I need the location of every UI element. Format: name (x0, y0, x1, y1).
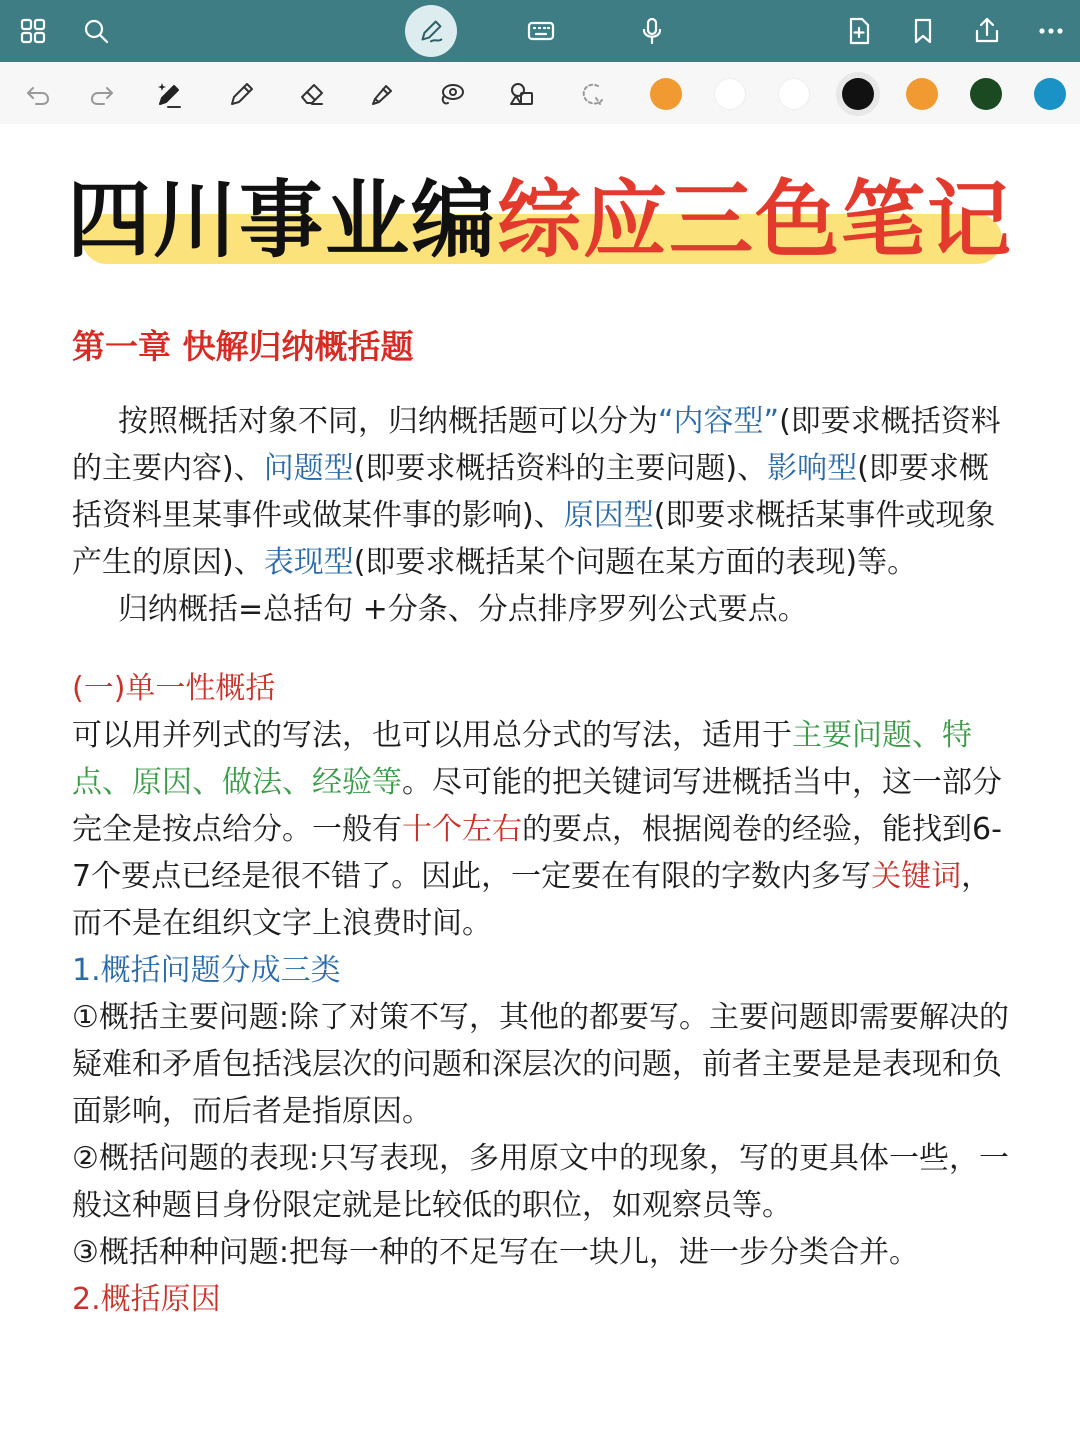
bookmark-icon[interactable] (902, 10, 944, 52)
section1-text-1: 可以用并列式的写法，也可以用总分式的写法，适用于 (72, 718, 792, 753)
title-part1: 四川事业编 (66, 170, 497, 269)
section1-keywords-green: 主要问题、特点、原因、做法、经验等 (72, 718, 972, 800)
color-swatch-orange-2[interactable] (906, 78, 938, 110)
keyboard-icon[interactable] (520, 10, 562, 52)
list-item-various-problems: ③概括种种问题:把每一种的不足写在一块儿，进一步分类合并。 (72, 1235, 920, 1270)
color-swatch-black[interactable] (842, 78, 874, 110)
keyword-manifestation-type: 表现型 (263, 545, 354, 580)
selection-icon[interactable] (572, 74, 612, 114)
intro-text-2: (即要求概括资料的主要内容)、 (72, 404, 1001, 486)
pen-icon (416, 16, 446, 46)
shapes-icon[interactable] (502, 74, 542, 114)
pen-mode-button[interactable] (405, 5, 457, 57)
grid-icon[interactable] (12, 10, 54, 52)
list-item-main-problems: ①概括主要问题:除了对策不写，其他的都要写。主要问题即需要解决的疑难和矛盾包括浅层次的问题和深层次的问题，前者主要是是表现和负面影响，而后者是指原因。 (72, 1000, 1010, 1129)
more-icon[interactable] (1030, 10, 1072, 52)
subheading-three-types: 1.概括问题分成三类 (72, 953, 341, 988)
section1-keyword-keywords: 关键词 (871, 859, 962, 894)
page-title (0, 170, 1080, 270)
share-icon[interactable] (966, 10, 1008, 52)
section1-text-3: 的要点，根据阅卷的经验，能找到6-7个要点已经是很不错了。因此，一定要在有限的字数内多写 (72, 812, 1002, 894)
formula-line: 归纳概括=总括句 +分条、分点排序罗列公式要点。 (118, 592, 808, 627)
undo-icon[interactable] (18, 74, 58, 114)
title-part2: 综应三色笔记 (497, 170, 1014, 269)
search-icon[interactable] (75, 10, 117, 52)
section-heading-single: (一)单一性概括 (72, 671, 276, 706)
color-swatch-white-2[interactable] (778, 78, 810, 110)
color-swatch-white[interactable] (714, 78, 746, 110)
color-swatch-dark-green[interactable] (970, 78, 1002, 110)
keyword-problem-type: 问题型 (263, 451, 354, 486)
section1-paragraph (72, 712, 1012, 947)
intro-paragraph (72, 398, 1012, 586)
lasso-icon[interactable] (432, 74, 472, 114)
microphone-icon[interactable] (631, 10, 673, 52)
section1-keyword-ten: 十个左右 (402, 812, 522, 847)
redo-icon[interactable] (82, 74, 122, 114)
color-swatch-blue[interactable] (1034, 78, 1066, 110)
intro-text-3: (即要求概括资料的主要问题)、 (353, 451, 768, 486)
keyword-cause-type: 原因型 (563, 498, 654, 533)
intro-text-1: 按照概括对象不同，归纳概括题可以分为 (118, 404, 658, 439)
highlighter-icon[interactable] (362, 74, 402, 114)
keyword-impact-type: 影响型 (767, 451, 858, 486)
section1-text-4: ，而不是在组织文字上浪费时间。 (72, 859, 992, 941)
smart-pen-icon[interactable] (150, 74, 190, 114)
subheading-causes: 2.概括原因 (72, 1282, 221, 1317)
intro-text-6: (即要求概括某个问题在某方面的表现)等。 (353, 545, 918, 580)
keyword-content-type: “内容型” (658, 404, 780, 439)
intro-text-4: (即要求概括资料里某事件或做某件事的影响)、 (72, 451, 989, 533)
eraser-icon[interactable] (292, 74, 332, 114)
pencil-icon[interactable] (222, 74, 262, 114)
intro-text-5: (即要求概括某事件或现象产生的原因)、 (72, 498, 996, 580)
list-item-problem-manifestation: ②概括问题的表现:只写表现，多用原文中的现象，写的更具体一些，一般这种题目身份限定就是比较低的职位，如观察员等。 (72, 1141, 1010, 1223)
add-page-icon[interactable] (838, 10, 880, 52)
color-swatch-orange[interactable] (650, 78, 682, 110)
chapter-heading: 第一章 快解归纳概括题 (72, 327, 414, 366)
note-content (72, 318, 1012, 1323)
top-app-bar (0, 0, 1080, 62)
section1-text-2: 。尽可能的把关键词写进概括当中，这一部分完全是按点给分。一般有 (72, 765, 1002, 847)
